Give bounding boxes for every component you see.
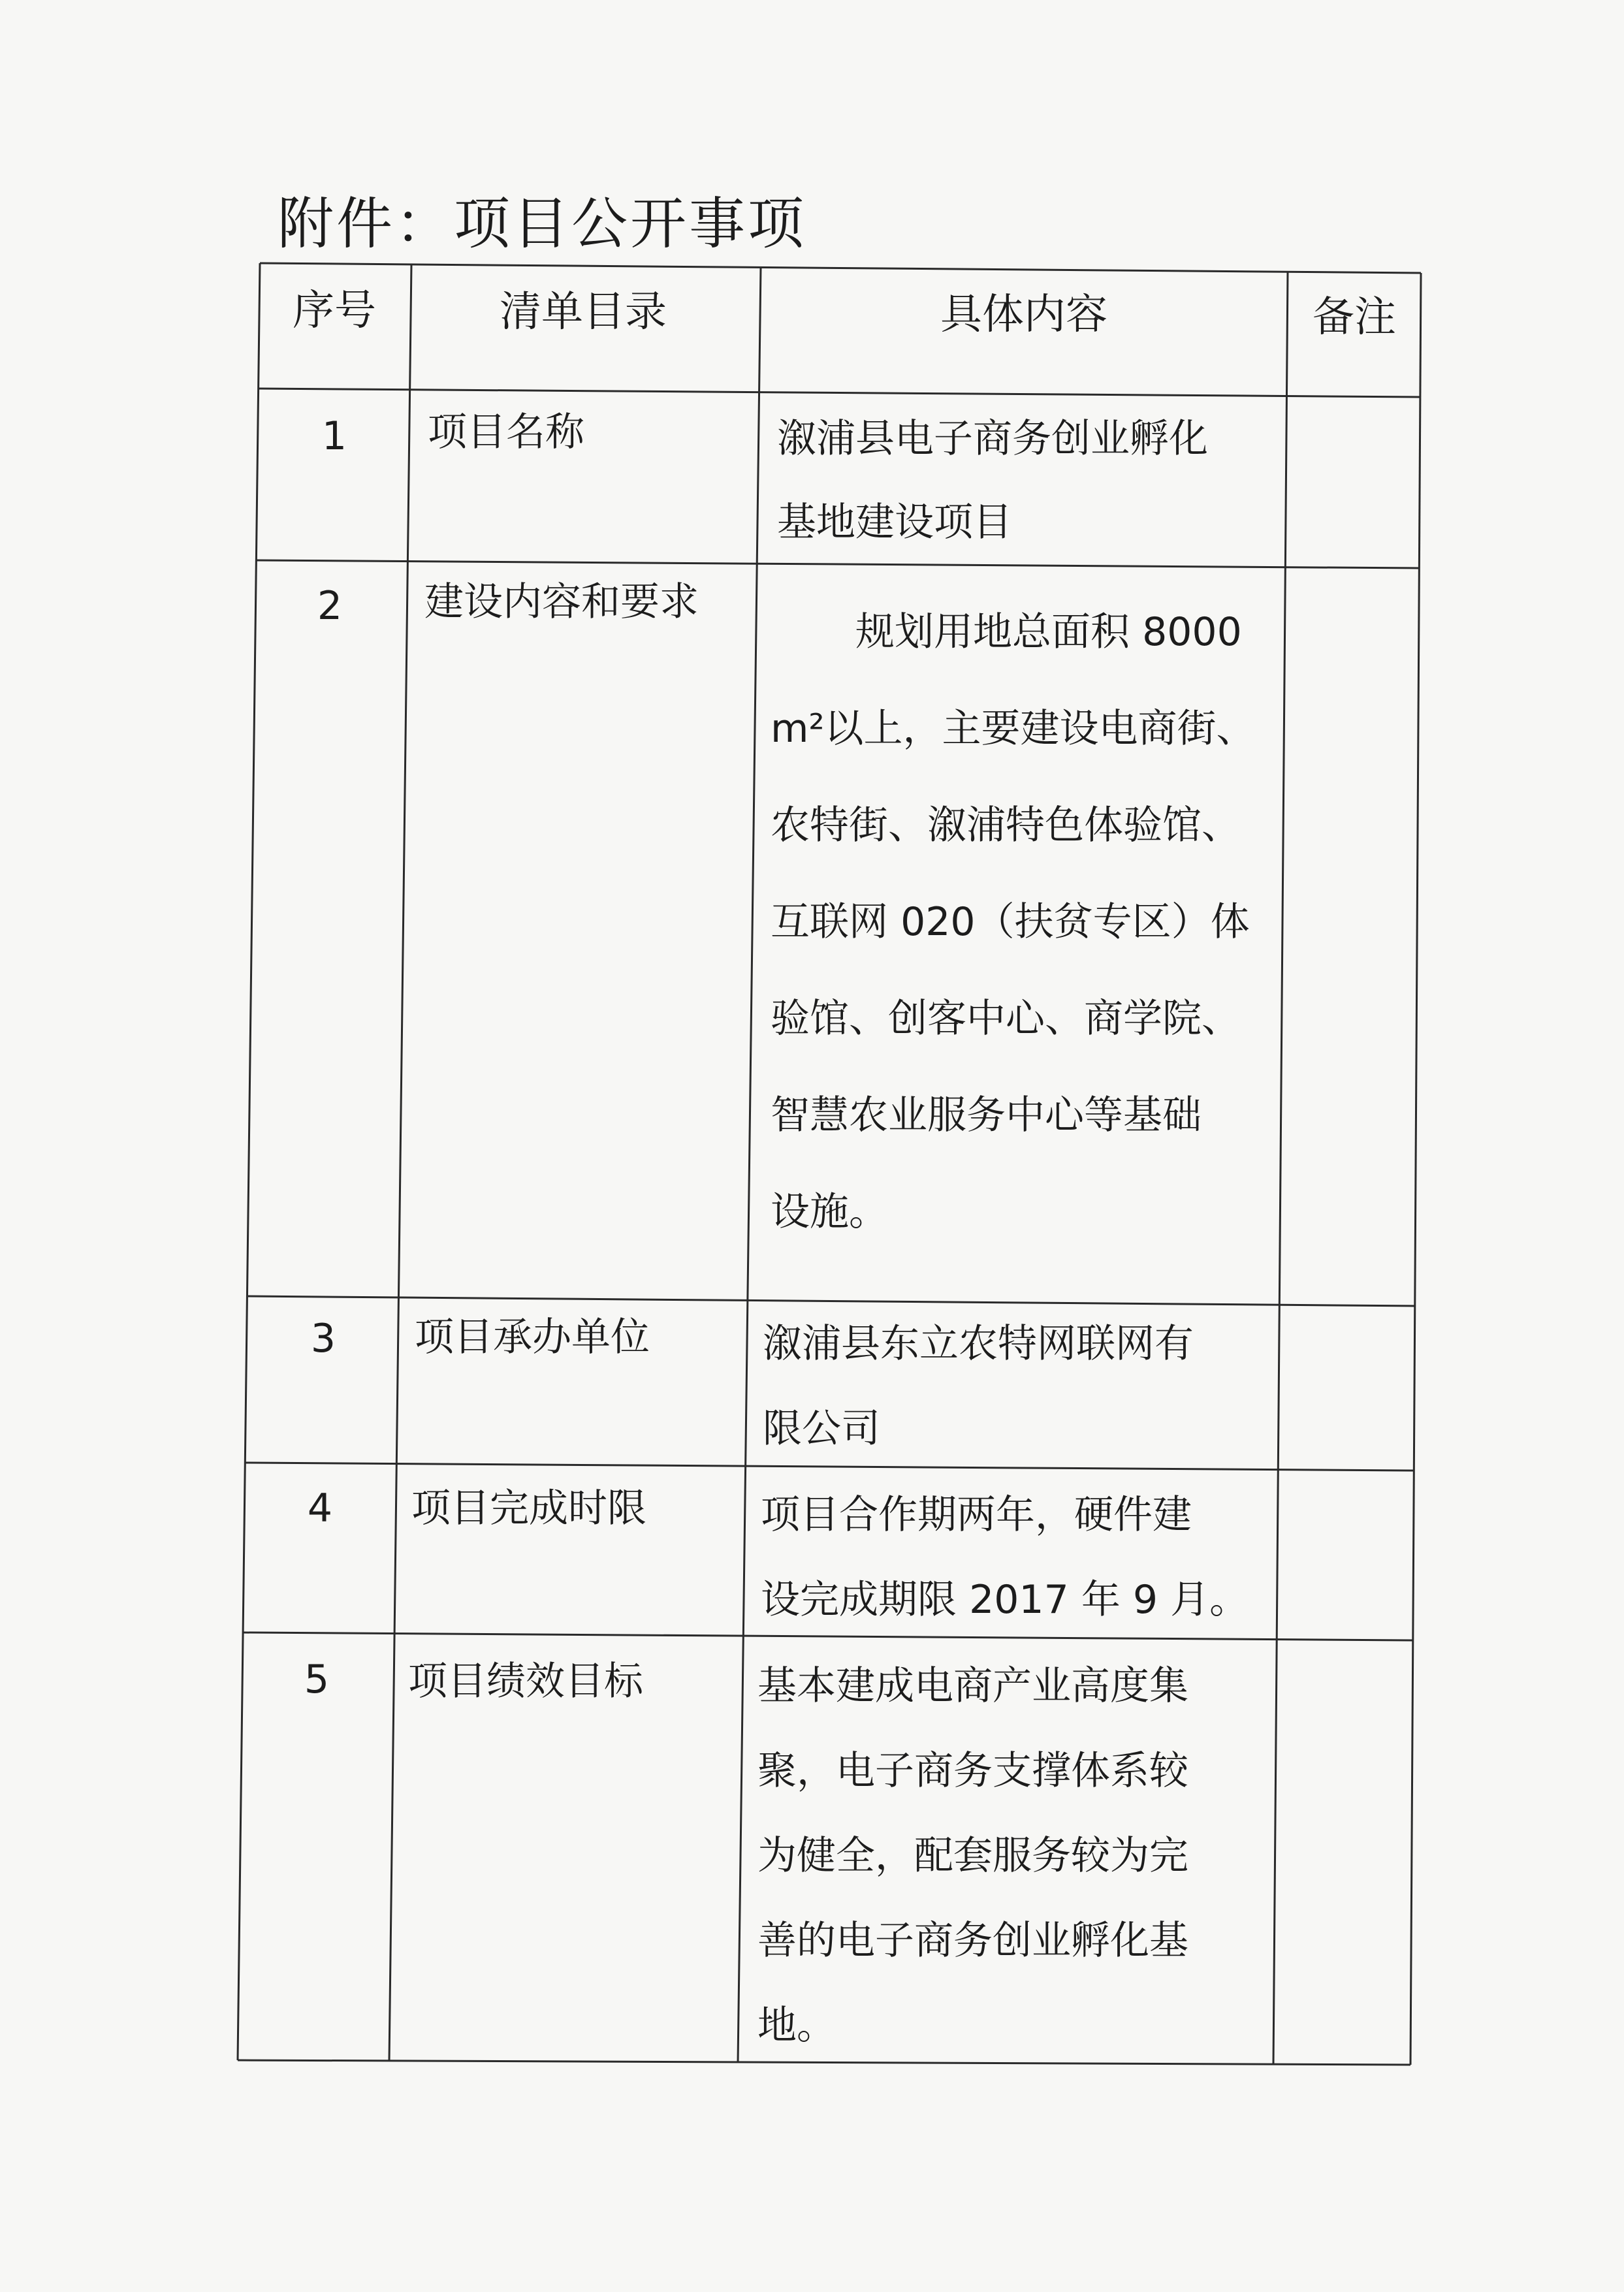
row-5-content-line: 基本建成电商产业高度集: [757, 1663, 1188, 1709]
row-2-content-line: 验馆、创客中心、商学院、: [771, 996, 1241, 1042]
row-2-content-line: 规划用地总面积 8000: [855, 609, 1242, 655]
row-3-content-line: 限公司: [763, 1406, 880, 1452]
row-4-content-line: 项目合作期两年，硬件建: [761, 1492, 1192, 1538]
row-5-no: 5: [304, 1657, 330, 1702]
header-remark: 备注: [1313, 293, 1396, 342]
row-2-content-line: 农特街、溆浦特色体验馆、: [771, 803, 1241, 848]
row-2-content-line: 互联网 020（扶贫专区）体: [771, 899, 1250, 945]
header-no: 序号: [293, 287, 376, 335]
row-4-item: 项目完成时限: [411, 1486, 646, 1531]
row-5-content-line: 聚，电子商务支撑体系较: [757, 1748, 1188, 1794]
row-3-item: 项目承办单位: [415, 1314, 650, 1360]
row-5-content-line: 为健全，配套服务较为完: [757, 1833, 1188, 1879]
row-2-item: 建设内容和要求: [424, 579, 699, 625]
row-2-content-line: 智慧农业服务中心等基础: [771, 1092, 1202, 1138]
row-1-content-line: 基地建设项目: [777, 500, 1012, 545]
row-1-item: 项目名称: [428, 409, 584, 455]
row-2-no: 2: [317, 583, 343, 629]
row-3-content-line: 溆浦县东立农特网联网有: [763, 1321, 1194, 1367]
row-1-no: 1: [321, 413, 347, 459]
row-4-content-line: 设完成期限 2017 年 9 月。: [761, 1577, 1249, 1623]
row-5-content-line: 善的电子商务创业孵化基: [757, 1918, 1188, 1964]
header-item: 清单目录: [500, 288, 667, 336]
row-2-content-line: m²以上，主要建设电商街、: [771, 706, 1256, 752]
row-3-no: 3: [310, 1316, 336, 1361]
row-5-content-line: 地。: [757, 2003, 836, 2048]
row-1-content-line: 溆浦县电子商务创业孵化: [777, 416, 1208, 462]
row-4-no: 4: [307, 1486, 333, 1531]
row-5-item: 项目绩效目标: [408, 1659, 643, 1704]
header-content: 具体内容: [940, 291, 1107, 339]
row-2-content-line: 设施。: [771, 1189, 888, 1235]
page-title: 附件：项目公开事项: [278, 191, 806, 257]
